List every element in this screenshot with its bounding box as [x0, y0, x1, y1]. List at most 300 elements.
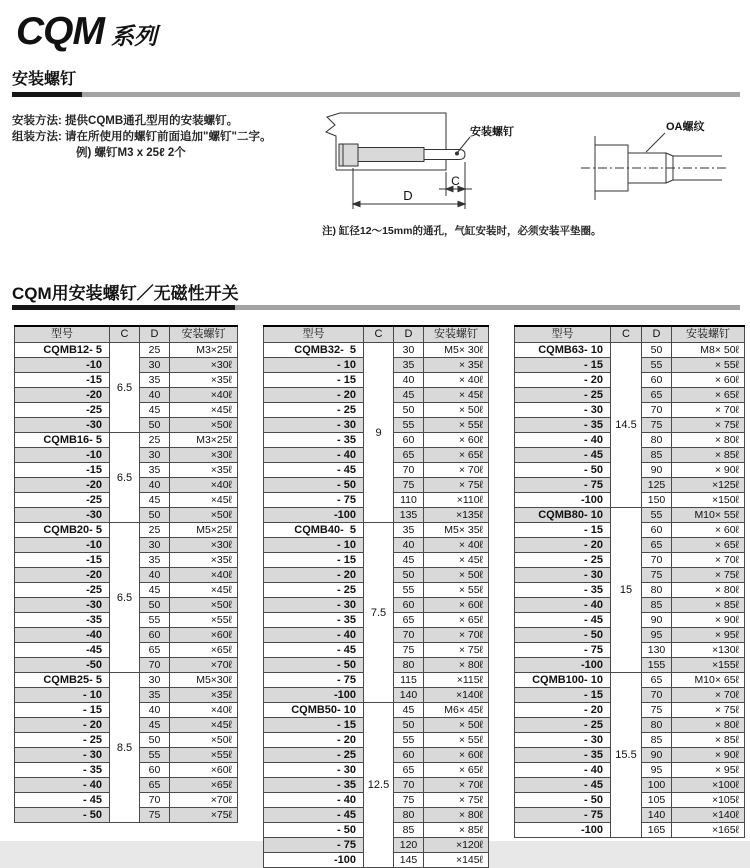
- d-value-cell: 55: [394, 583, 424, 598]
- table-row: [515, 673, 745, 688]
- c-value-cell: 12.5: [364, 703, 394, 868]
- d-value-cell: 90: [642, 613, 672, 628]
- d-value-cell: 30: [394, 343, 424, 358]
- model-cell: - 40: [264, 628, 364, 643]
- d-value-cell: 75: [394, 643, 424, 658]
- d-value-cell: 115: [394, 673, 424, 688]
- d-value-cell: 130: [642, 643, 672, 658]
- mounting-screw-cell: × 85ℓ: [672, 448, 745, 463]
- model-cell: -30: [15, 508, 110, 523]
- d-value-cell: 120: [394, 838, 424, 853]
- table-row: [264, 703, 489, 718]
- model-cell: -25: [15, 583, 110, 598]
- mounting-screw-cell: ×65ℓ: [170, 643, 238, 658]
- mounting-screw-cell: M6× 45ℓ: [424, 703, 489, 718]
- d-value-cell: 135: [394, 508, 424, 523]
- mounting-screw-cell: × 75ℓ: [424, 793, 489, 808]
- d-value-cell: 65: [140, 778, 170, 793]
- d-value-cell: 65: [642, 538, 672, 553]
- page-title: [16, 10, 157, 54]
- d-value-cell: 25: [140, 433, 170, 448]
- model-cell: -15: [15, 463, 110, 478]
- model-cell: -20: [15, 388, 110, 403]
- c-value-cell: 7.5: [364, 523, 394, 703]
- screw-diagram: [318, 96, 750, 224]
- d-value-cell: 55: [394, 418, 424, 433]
- d-value-cell: 35: [140, 373, 170, 388]
- mounting-screw-cell: × 60ℓ: [424, 433, 489, 448]
- table-row: [15, 343, 238, 358]
- mounting-screw-cell: ×50ℓ: [170, 598, 238, 613]
- screw-table: [514, 325, 745, 838]
- mounting-screw-cell: ×150ℓ: [672, 493, 745, 508]
- mounting-screw-cell: ×50ℓ: [170, 508, 238, 523]
- model-cell: - 40: [515, 763, 611, 778]
- model-cell: - 15: [515, 523, 611, 538]
- d-value-cell: 60: [140, 763, 170, 778]
- mounting-screw-cell: × 55ℓ: [424, 418, 489, 433]
- mounting-screw-cell: × 80ℓ: [672, 718, 745, 733]
- d-value-cell: 75: [394, 478, 424, 493]
- d-value-cell: 70: [394, 463, 424, 478]
- d-value-cell: 145: [394, 853, 424, 868]
- d-value-cell: 40: [140, 388, 170, 403]
- series-code: CQM: [16, 10, 104, 53]
- model-cell: - 30: [515, 568, 611, 583]
- mounting-screw-cell: ×50ℓ: [170, 733, 238, 748]
- d-value-cell: 25: [140, 523, 170, 538]
- assembly-method-line: [12, 129, 271, 145]
- col-header-screw: 安装螺钉: [170, 326, 238, 343]
- section-divider-bar: [12, 305, 740, 310]
- method-description: [12, 113, 271, 161]
- model-cell: - 40: [264, 448, 364, 463]
- model-cell: - 15: [515, 358, 611, 373]
- footnote: 注) 缸径12～15mm的通孔，气缸安装时，必须安装平垫圈。: [322, 225, 602, 237]
- d-value-cell: 125: [642, 478, 672, 493]
- col-header-model: 型号: [264, 326, 364, 343]
- c-value-cell: 6.5: [110, 523, 140, 673]
- c-value-cell: 8.5: [110, 673, 140, 823]
- dim-d-label: D: [403, 188, 413, 203]
- col-header-c: C: [364, 326, 394, 343]
- model-cell: - 35: [515, 418, 611, 433]
- c-value-cell: 6.5: [110, 433, 140, 523]
- d-value-cell: 45: [140, 583, 170, 598]
- model-cell: - 35: [264, 613, 364, 628]
- model-cell: CQMB80- 10: [515, 508, 611, 523]
- model-cell: CQMB32- 5: [264, 343, 364, 358]
- screw-table-middle: [263, 325, 489, 868]
- model-cell: - 50: [515, 463, 611, 478]
- d-value-cell: 35: [394, 523, 424, 538]
- d-value-cell: 65: [394, 448, 424, 463]
- col-header-model: 型号: [515, 326, 611, 343]
- mounting-screw-cell: × 60ℓ: [424, 748, 489, 763]
- model-cell: - 35: [515, 748, 611, 763]
- d-value-cell: 30: [140, 358, 170, 373]
- table-row: [264, 523, 489, 538]
- model-cell: -50: [15, 658, 110, 673]
- d-value-cell: 70: [140, 793, 170, 808]
- mounting-screw-cell: M3×25ℓ: [170, 343, 238, 358]
- screw-table-left: [14, 325, 238, 823]
- d-value-cell: 45: [140, 493, 170, 508]
- model-cell: - 30: [15, 748, 110, 763]
- d-value-cell: 90: [642, 463, 672, 478]
- mounting-screw-cell: ×45ℓ: [170, 493, 238, 508]
- mounting-screw-cell: × 80ℓ: [424, 808, 489, 823]
- d-value-cell: 140: [394, 688, 424, 703]
- model-cell: -15: [15, 373, 110, 388]
- mounting-screw-cell: ×40ℓ: [170, 568, 238, 583]
- model-cell: - 15: [15, 703, 110, 718]
- d-value-cell: 50: [394, 403, 424, 418]
- model-cell: - 25: [515, 718, 611, 733]
- table-row: [264, 343, 489, 358]
- mounting-screw-cell: ×130ℓ: [672, 643, 745, 658]
- table-row: [15, 433, 238, 448]
- d-value-cell: 70: [642, 688, 672, 703]
- mounting-screw-cell: × 95ℓ: [672, 763, 745, 778]
- mounting-screw-cell: × 75ℓ: [672, 703, 745, 718]
- mounting-screw-cell: ×50ℓ: [170, 418, 238, 433]
- mounting-screw-cell: ×40ℓ: [170, 388, 238, 403]
- d-value-cell: 60: [642, 523, 672, 538]
- d-value-cell: 50: [140, 733, 170, 748]
- model-cell: - 50: [515, 793, 611, 808]
- col-header-screw: 安装螺钉: [672, 326, 745, 343]
- d-value-cell: 55: [140, 748, 170, 763]
- model-cell: CQMB100- 10: [515, 673, 611, 688]
- mounting-screw-cell: ×30ℓ: [170, 538, 238, 553]
- d-value-cell: 45: [140, 403, 170, 418]
- mounting-screw-cell: ×140ℓ: [424, 688, 489, 703]
- mounting-screw-cell: × 80ℓ: [424, 658, 489, 673]
- mounting-screw-cell: × 90ℓ: [672, 748, 745, 763]
- d-value-cell: 40: [140, 478, 170, 493]
- mounting-screw-cell: M10× 55ℓ: [672, 508, 745, 523]
- mounting-screw-cell: × 70ℓ: [424, 463, 489, 478]
- mounting-screw-cell: × 70ℓ: [424, 628, 489, 643]
- d-value-cell: 100: [642, 778, 672, 793]
- c-value-cell: 9: [364, 343, 394, 523]
- assembly-method-text: 请在所使用的螺钉前面追加"螺钉"二字。: [65, 131, 272, 143]
- d-value-cell: 80: [642, 433, 672, 448]
- d-value-cell: 35: [140, 553, 170, 568]
- model-cell: - 20: [515, 703, 611, 718]
- d-value-cell: 80: [394, 808, 424, 823]
- model-cell: - 15: [264, 553, 364, 568]
- mounting-screw-cell: × 95ℓ: [672, 628, 745, 643]
- mounting-screw-cell: ×60ℓ: [170, 628, 238, 643]
- mounting-screw-cell: × 75ℓ: [424, 643, 489, 658]
- col-header-d: D: [394, 326, 424, 343]
- mounting-screw-cell: ×35ℓ: [170, 463, 238, 478]
- d-value-cell: 165: [642, 823, 672, 838]
- mounting-screw-cell: × 85ℓ: [672, 598, 745, 613]
- model-cell: - 30: [515, 403, 611, 418]
- d-value-cell: 50: [140, 508, 170, 523]
- model-cell: - 45: [515, 778, 611, 793]
- d-value-cell: 60: [140, 628, 170, 643]
- screw-table: [14, 325, 238, 823]
- d-value-cell: 80: [394, 658, 424, 673]
- model-cell: - 75: [264, 493, 364, 508]
- model-cell: - 40: [515, 598, 611, 613]
- mounting-screw-cell: × 50ℓ: [424, 403, 489, 418]
- col-header-model: 型号: [15, 326, 110, 343]
- screw-head: [339, 144, 358, 166]
- mounting-screw-cell: × 65ℓ: [672, 388, 745, 403]
- model-cell: - 10: [264, 538, 364, 553]
- mounting-screw-cell: × 80ℓ: [672, 433, 745, 448]
- mounting-screw-cell: M5× 35ℓ: [424, 523, 489, 538]
- d-value-cell: 75: [642, 418, 672, 433]
- model-cell: -100: [264, 508, 364, 523]
- model-cell: - 30: [264, 763, 364, 778]
- col-header-d: D: [140, 326, 170, 343]
- model-cell: -100: [515, 823, 611, 838]
- d-value-cell: 70: [394, 778, 424, 793]
- mounting-screw-cell: ×35ℓ: [170, 688, 238, 703]
- d-value-cell: 30: [140, 673, 170, 688]
- d-value-cell: 85: [642, 448, 672, 463]
- model-cell: - 45: [515, 448, 611, 463]
- d-value-cell: 70: [394, 628, 424, 643]
- mounting-screw-cell: × 60ℓ: [672, 373, 745, 388]
- d-value-cell: 50: [140, 598, 170, 613]
- mounting-screw-cell: ×35ℓ: [170, 373, 238, 388]
- d-value-cell: 80: [642, 583, 672, 598]
- model-cell: - 40: [515, 433, 611, 448]
- mounting-screw-cell: M10× 65ℓ: [672, 673, 745, 688]
- screw-table-right: [514, 325, 745, 838]
- mounting-screw-cell: × 65ℓ: [424, 763, 489, 778]
- d-value-cell: 110: [394, 493, 424, 508]
- d-value-cell: 75: [140, 808, 170, 823]
- model-cell: - 20: [515, 373, 611, 388]
- model-cell: CQMB63- 10: [515, 343, 611, 358]
- section-screw-switch-title: CQM用安装螺钉／无磁性开关: [12, 284, 239, 303]
- assembly-method-label: 组装方法:: [12, 131, 62, 143]
- mounting-screw-cell: × 70ℓ: [424, 778, 489, 793]
- mounting-screw-cell: × 45ℓ: [424, 388, 489, 403]
- d-value-cell: 105: [642, 793, 672, 808]
- model-cell: - 45: [264, 808, 364, 823]
- mounting-screw-cell: ×105ℓ: [672, 793, 745, 808]
- d-value-cell: 50: [642, 343, 672, 358]
- break-line: [326, 113, 340, 170]
- d-value-cell: 80: [642, 718, 672, 733]
- model-cell: - 25: [264, 583, 364, 598]
- col-header-d: D: [642, 326, 672, 343]
- model-cell: - 50: [515, 628, 611, 643]
- model-cell: - 15: [264, 718, 364, 733]
- d-value-cell: 45: [140, 718, 170, 733]
- c-value-cell: 6.5: [110, 343, 140, 433]
- d-value-cell: 35: [140, 688, 170, 703]
- model-cell: - 10: [264, 358, 364, 373]
- model-cell: - 30: [264, 418, 364, 433]
- model-cell: - 20: [515, 538, 611, 553]
- d-value-cell: 140: [642, 808, 672, 823]
- model-cell: CQMB20- 5: [15, 523, 110, 538]
- table-row: [515, 343, 745, 358]
- model-cell: - 25: [264, 748, 364, 763]
- series-suffix: 系列: [111, 23, 157, 49]
- mounting-screw-cell: ×35ℓ: [170, 553, 238, 568]
- model-cell: - 45: [264, 643, 364, 658]
- mounting-screw-cell: ×45ℓ: [170, 583, 238, 598]
- mounting-screw-cell: × 85ℓ: [424, 823, 489, 838]
- mounting-screw-cell: × 50ℓ: [424, 568, 489, 583]
- model-cell: -25: [15, 493, 110, 508]
- d-value-cell: 95: [642, 628, 672, 643]
- mounting-screw-cell: ×135ℓ: [424, 508, 489, 523]
- model-cell: -100: [515, 493, 611, 508]
- d-value-cell: 60: [394, 748, 424, 763]
- d-value-cell: 30: [140, 448, 170, 463]
- model-cell: - 50: [264, 658, 364, 673]
- table-row: [15, 673, 238, 688]
- col-header-c: C: [110, 326, 140, 343]
- d-value-cell: 40: [140, 703, 170, 718]
- d-value-cell: 65: [642, 388, 672, 403]
- d-value-cell: 60: [394, 433, 424, 448]
- d-value-cell: 65: [140, 643, 170, 658]
- d-value-cell: 95: [642, 763, 672, 778]
- c-value-cell: 14.5: [611, 343, 642, 508]
- mounting-screw-cell: ×40ℓ: [170, 703, 238, 718]
- model-cell: -30: [15, 598, 110, 613]
- mounting-screw-cell: × 65ℓ: [424, 613, 489, 628]
- mounting-screw-cell: × 55ℓ: [424, 583, 489, 598]
- model-cell: -15: [15, 553, 110, 568]
- mounting-screw-cell: ×40ℓ: [170, 478, 238, 493]
- model-cell: - 25: [515, 388, 611, 403]
- mounting-screw-cell: ×165ℓ: [672, 823, 745, 838]
- oa-leader-line: [646, 133, 665, 152]
- d-value-cell: 35: [394, 358, 424, 373]
- mounting-screw-cell: M8× 50ℓ: [672, 343, 745, 358]
- d-value-cell: 50: [140, 418, 170, 433]
- d-value-cell: 75: [642, 703, 672, 718]
- mounting-screw-cell: × 90ℓ: [672, 463, 745, 478]
- model-cell: - 75: [264, 673, 364, 688]
- d-value-cell: 150: [642, 493, 672, 508]
- d-value-cell: 40: [394, 373, 424, 388]
- mounting-screw-cell: × 70ℓ: [672, 553, 745, 568]
- model-cell: -35: [15, 613, 110, 628]
- d-value-cell: 45: [394, 388, 424, 403]
- model-cell: - 35: [515, 583, 611, 598]
- model-cell: - 35: [264, 778, 364, 793]
- model-cell: -40: [15, 628, 110, 643]
- mounting-screw-cell: M5× 30ℓ: [424, 343, 489, 358]
- table-row: [15, 523, 238, 538]
- c-value-cell: 15: [611, 508, 642, 673]
- mounting-screw-cell: × 35ℓ: [424, 358, 489, 373]
- d-value-cell: 85: [394, 823, 424, 838]
- model-cell: -10: [15, 538, 110, 553]
- col-header-c: C: [611, 326, 642, 343]
- d-value-cell: 45: [394, 703, 424, 718]
- mounting-screw-cell: ×30ℓ: [170, 448, 238, 463]
- d-value-cell: 25: [140, 343, 170, 358]
- mounting-screw-cell: ×100ℓ: [672, 778, 745, 793]
- d-value-cell: 60: [642, 373, 672, 388]
- model-cell: -100: [264, 853, 364, 868]
- mounting-screw-cell: ×140ℓ: [672, 808, 745, 823]
- install-method-label: 安装方法:: [12, 115, 62, 127]
- d-value-cell: 70: [140, 658, 170, 673]
- mounting-screw-cell: ×55ℓ: [170, 748, 238, 763]
- mounting-screw-cell: × 90ℓ: [672, 613, 745, 628]
- section-mounting-screw-title: 安装螺钉: [12, 71, 77, 88]
- mounting-screw-cell: × 65ℓ: [424, 448, 489, 463]
- mounting-screw-cell: × 80ℓ: [672, 583, 745, 598]
- mounting-screw-cell: × 70ℓ: [672, 403, 745, 418]
- divider-dark-segment: [12, 92, 82, 97]
- d-value-cell: 85: [642, 733, 672, 748]
- screw-shaft: [358, 148, 424, 162]
- model-cell: - 25: [15, 733, 110, 748]
- model-cell: -20: [15, 568, 110, 583]
- mounting-screw-cell: ×60ℓ: [170, 763, 238, 778]
- model-cell: - 75: [515, 478, 611, 493]
- mounting-screw-cell: × 45ℓ: [424, 553, 489, 568]
- d-value-cell: 70: [642, 403, 672, 418]
- d-value-cell: 70: [642, 553, 672, 568]
- oa-thread-label: OA螺纹: [666, 121, 705, 133]
- d-value-cell: 50: [394, 568, 424, 583]
- d-value-cell: 65: [394, 613, 424, 628]
- model-cell: - 40: [15, 778, 110, 793]
- d-value-cell: 30: [140, 538, 170, 553]
- model-cell: CQMB25- 5: [15, 673, 110, 688]
- model-cell: -100: [264, 688, 364, 703]
- screw-table: [263, 325, 489, 868]
- model-cell: - 75: [515, 643, 611, 658]
- model-cell: - 45: [15, 793, 110, 808]
- model-cell: -10: [15, 448, 110, 463]
- model-cell: - 15: [264, 373, 364, 388]
- mounting-screw-cell: ×115ℓ: [424, 673, 489, 688]
- model-cell: -45: [15, 643, 110, 658]
- model-cell: - 20: [264, 568, 364, 583]
- table-row: [515, 508, 745, 523]
- mounting-screw-cell: × 70ℓ: [672, 688, 745, 703]
- d-value-cell: 55: [642, 508, 672, 523]
- install-method-line: [12, 113, 271, 129]
- model-cell: - 50: [264, 823, 364, 838]
- mounting-screw-cell: M3×25ℓ: [170, 433, 238, 448]
- mounting-screw-cell: ×65ℓ: [170, 778, 238, 793]
- model-cell: - 30: [515, 733, 611, 748]
- mounting-screw-cell: ×70ℓ: [170, 793, 238, 808]
- mounting-screw-cell: ×155ℓ: [672, 658, 745, 673]
- screw-callout-label: 安装螺钉: [470, 126, 514, 138]
- mounting-screw-cell: ×125ℓ: [672, 478, 745, 493]
- mounting-screw-cell: ×145ℓ: [424, 853, 489, 868]
- d-value-cell: 35: [140, 463, 170, 478]
- mounting-screw-cell: ×120ℓ: [424, 838, 489, 853]
- mounting-screw-cell: ×75ℓ: [170, 808, 238, 823]
- model-cell: - 10: [15, 688, 110, 703]
- d-value-cell: 85: [642, 598, 672, 613]
- mounting-screw-cell: × 75ℓ: [424, 478, 489, 493]
